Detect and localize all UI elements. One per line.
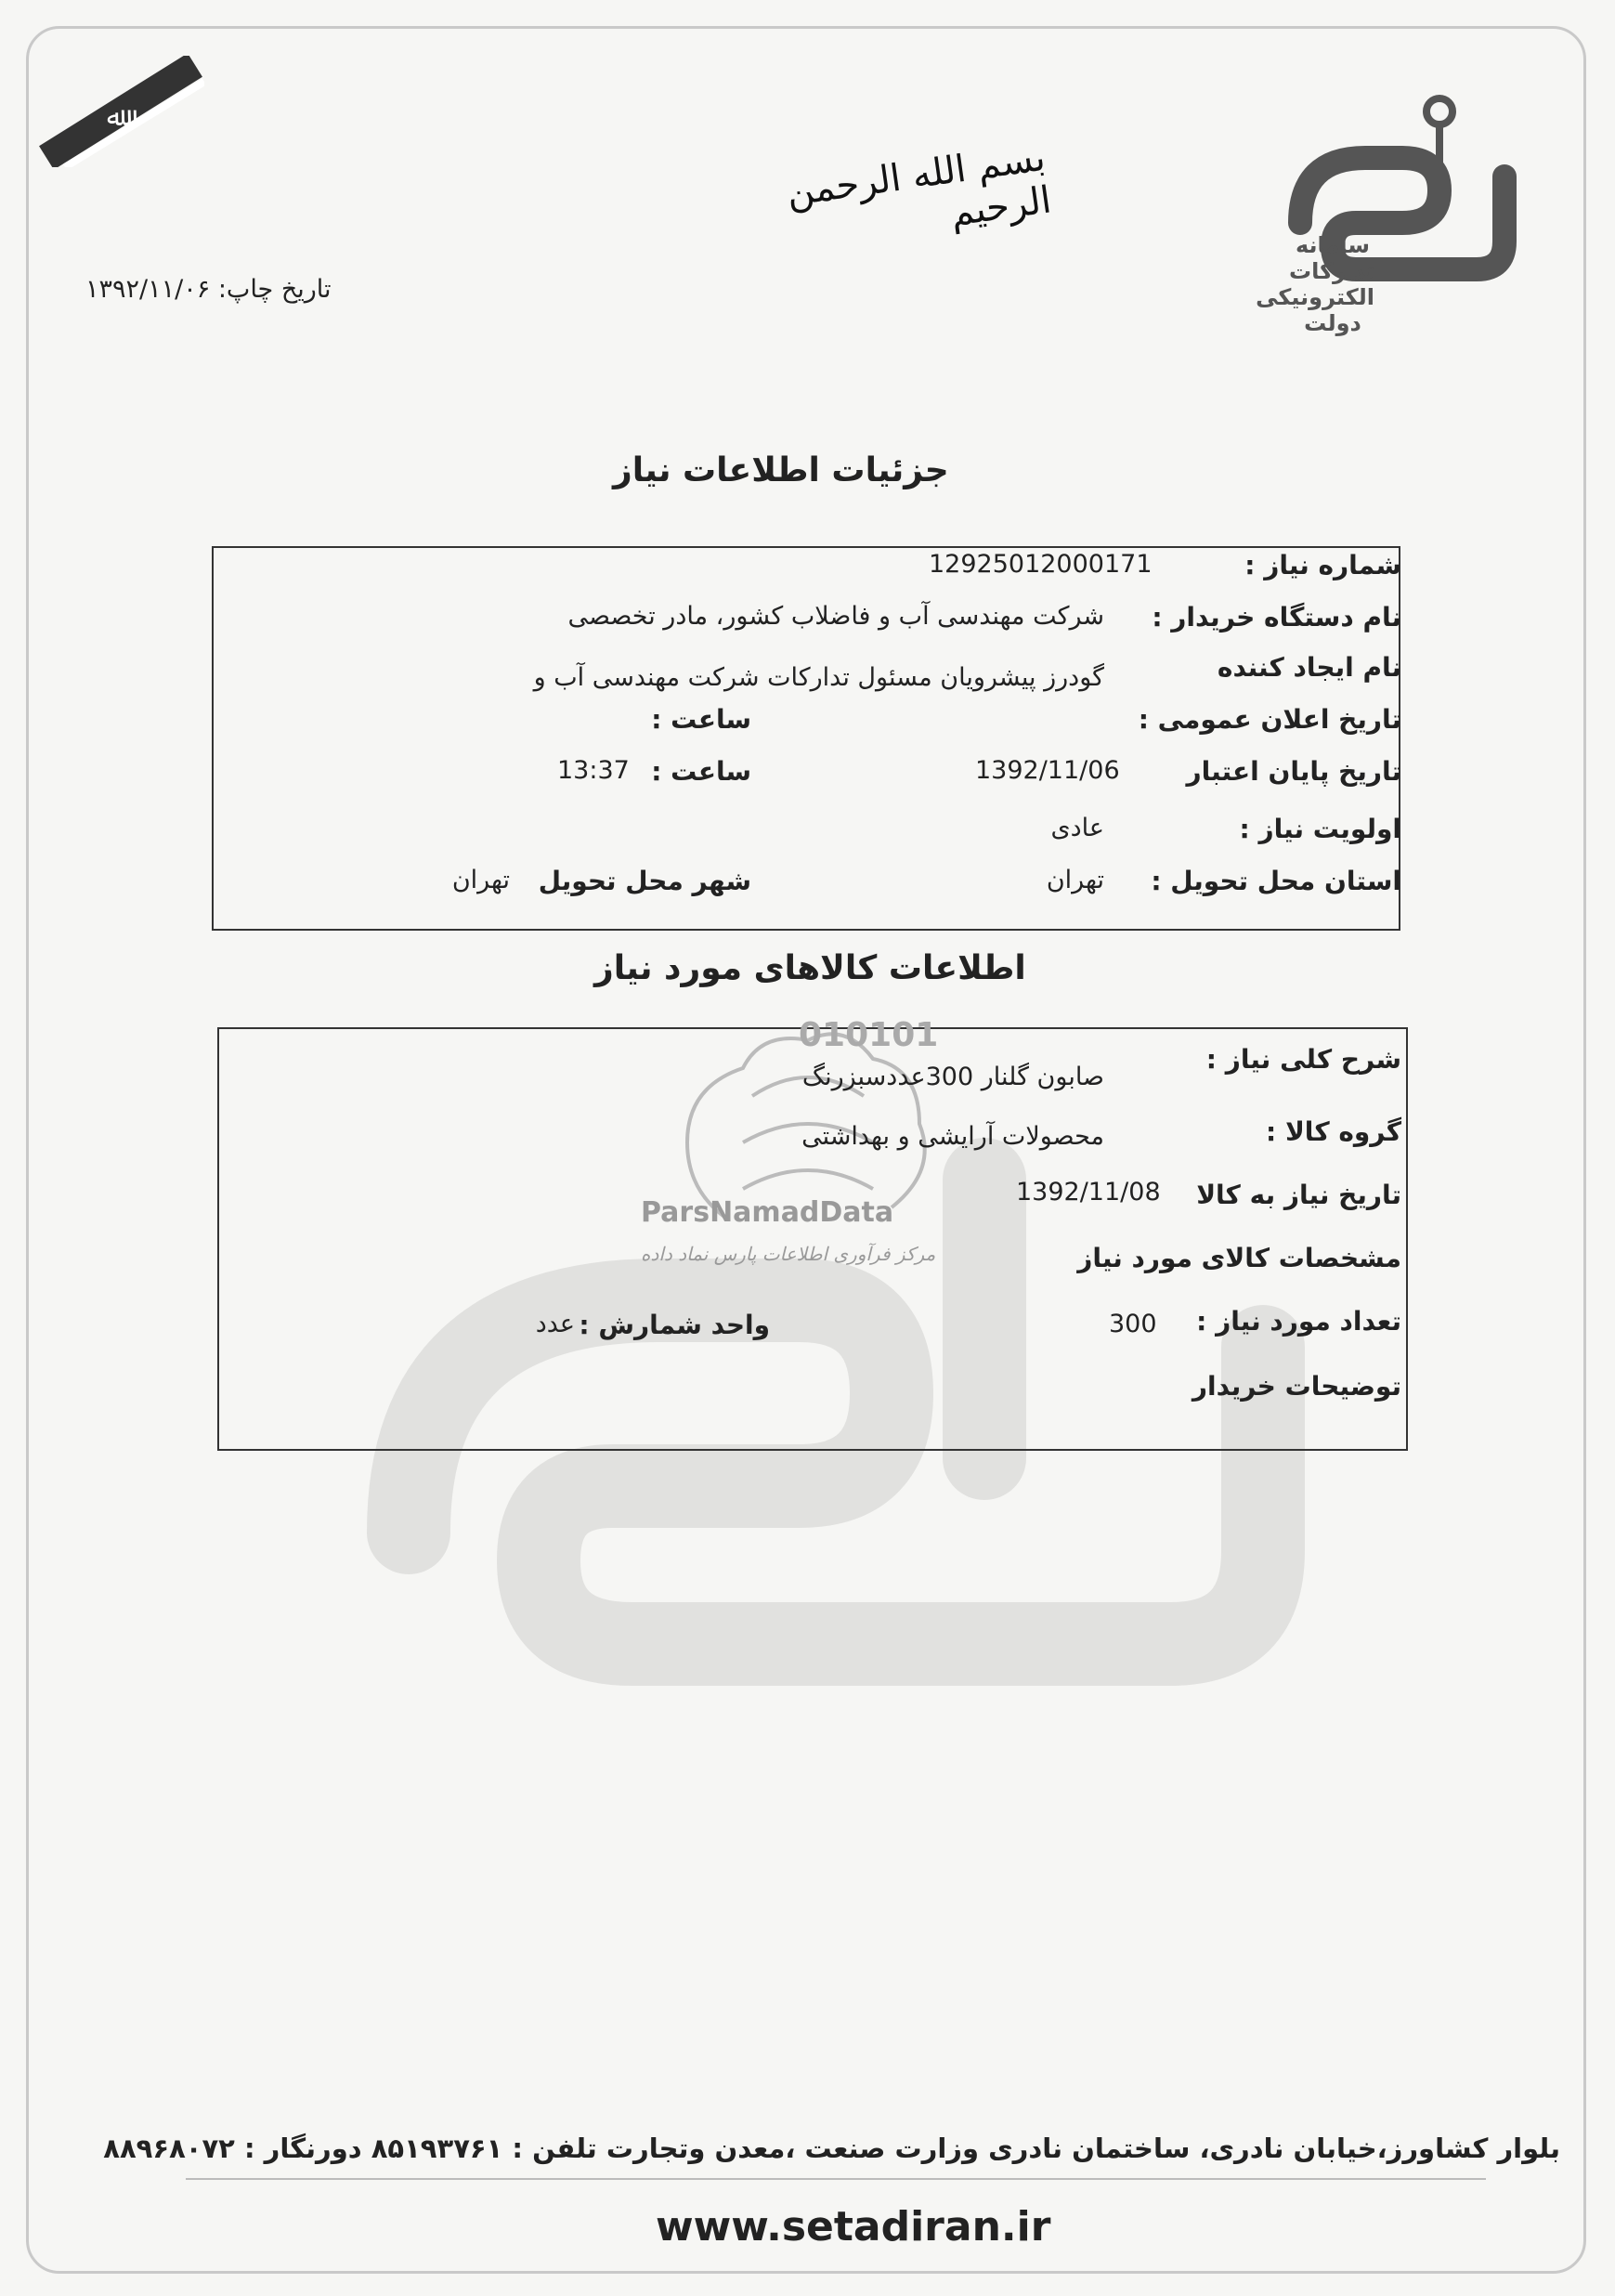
section1-title: جزئیات اطلاعات نیاز [613,451,949,489]
goods-group-label: گروه کالا : [1266,1116,1401,1147]
creator-value: گودرز پیشرویان مسئول تدارکات شرکت مهندسی آب و [533,663,1104,692]
expiry-time-label: ساعت : [651,756,751,787]
bismillah-calligraphy [734,136,1054,236]
creator-label: نام ایجاد کننده [1217,652,1401,683]
footer-address: بلوار کشاورز،خیابان نادری، ساختمان نادری وزارت صنعت ،معدن وتجارت تلفن : ۸۵۱۹۳۷۶۱ دورنگار : ۸۸۹۶۸۰۷۲ [103,2133,1560,2164]
svg-text:ﷲ: ﷲ [107,101,123,132]
quantity-label: تعداد مورد نیاز : [1196,1306,1401,1337]
priority-value: عادی [1050,814,1104,842]
buyer-org-label: نام دستگاه خریدار : [1152,602,1401,633]
unit-value: عدد [535,1310,575,1338]
announce-time-label: ساعت : [651,704,751,735]
specs-label: مشخصات کالای مورد نیاز [1077,1243,1401,1273]
section2-title: اطلاعات کالاهای مورد نیاز [594,949,1026,987]
buyer-notes-label: توضیحات خریدار [1192,1371,1401,1402]
print-date-value: ۱۳۹۲/۱۱/۰۶ [85,275,211,304]
print-date [85,275,332,304]
footer-divider [186,2178,1486,2180]
logo-caption: سامانه تدارکات الکترونیکی دولت [1256,232,1374,336]
footer-website: www.setadiran.ir [656,2203,1051,2250]
general-desc-value: صابون گلنار 300عددسبزرنگ [801,1063,1104,1091]
city-value: تهران [451,866,510,894]
unit-label: واحد شمارش : [579,1310,770,1340]
iran-emblem-icon [37,56,204,167]
stamp-caption: مرکز فرآوری اطلاعات پارس نماد داده [641,1243,936,1265]
buyer-org-value: شرکت مهندسی آب و فاضلاب کشور، مادر تخصصی [567,602,1104,631]
need-date-value: 1392/11/08 [1016,1178,1161,1207]
print-date-label: تاریخ چاپ: [217,275,332,304]
general-desc-label: شرح کلی نیاز : [1205,1044,1401,1075]
priority-label: اولویت نیاز : [1239,814,1401,844]
province-label: استان محل تحویل : [1151,866,1401,896]
expiry-date-value: 1392/11/06 [975,756,1120,785]
stamp-binary: 010101 [799,1016,939,1054]
bismillah-text: بسم الله الرحمن الرحیم [784,136,1054,236]
expiry-time-value: 13:37 [557,756,630,785]
quantity-value: 300 [1109,1310,1157,1338]
province-value: تهران [1046,866,1104,894]
need-number-label: شماره نیاز : [1244,550,1401,581]
goods-group-value: محصولات آرایشی و بهداشتی [801,1122,1104,1151]
need-number-value: 12925012000171 [929,550,1153,579]
city-label: شهر محل تحویل [538,866,751,896]
need-date-label: تاریخ نیاز به کالا [1196,1180,1401,1210]
announce-date-label: تاریخ اعلان عمومی : [1138,704,1401,735]
stamp-brand: ParsNamadData [641,1196,894,1229]
expiry-date-label: تاریخ پایان اعتبار [1186,756,1401,787]
